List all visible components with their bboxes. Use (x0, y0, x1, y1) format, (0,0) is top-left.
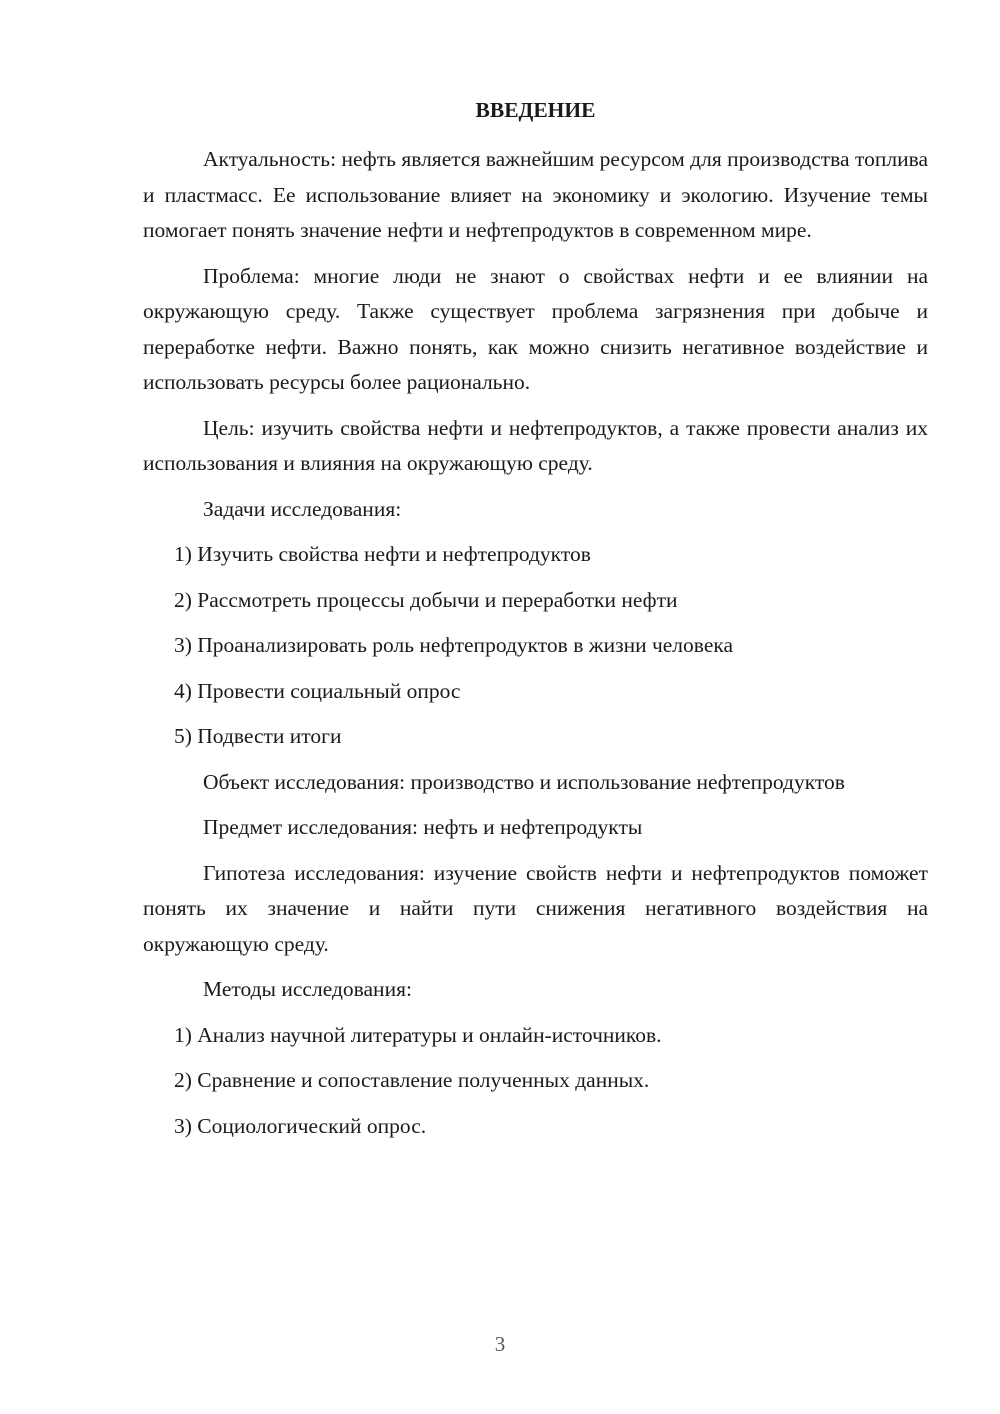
page-title: ВВЕДЕНИЕ (475, 98, 596, 122)
methods-heading: Методы исследования: (203, 977, 412, 1001)
problem-paragraph: Проблема: многие люди не знают о свойствах нефти и ее влиянии на окружающую среду. Также существует проблема загрязнения при добыче и переработке нефти. Важно понять, как можно снизить негативное воздействие и использовать ресурсы более рационально. (143, 263, 928, 394)
object-paragraph: Объект исследования: производство и использование нефтепродуктов (203, 769, 845, 794)
goal-paragraph: Цель: изучить свойства нефти и нефтепродуктов, а также провести анализ их использования и влияния на окружающую среду. (143, 415, 928, 475)
method-item: 2) Сравнение и сопоставление полученных данных. (174, 1068, 650, 1092)
method-item: 3) Социологический опрос. (174, 1113, 427, 1138)
hypothesis-paragraph: Гипотеза исследования: изучение свойств нефти и нефтепродуктов поможет понять их значение и найти пути снижения негативного воздействия на окружающую среду. (143, 860, 928, 956)
page-number: 3 (494, 1332, 506, 1356)
document-page (143, 90, 928, 1154)
task-item: 5) Подвести итоги (174, 724, 342, 748)
tasks-heading: Задачи исследования: (203, 496, 402, 521)
subject-paragraph: Предмет исследования: нефть и нефтепродукты (203, 815, 643, 839)
relevance-paragraph: Актуальность: нефть является важнейшим ресурсом для производства топлива и пластмасс. Ее использование влияет на экономику и экологию. Изучение темы помогает понять значение нефти и нефтепродуктов в современном мире. (143, 147, 928, 242)
task-item: 2) Рассмотреть процессы добычи и переработки нефти (174, 587, 678, 612)
task-item: 1) Изучить свойства нефти и нефтепродуктов (174, 542, 591, 566)
task-item: 4) Провести социальный опрос (174, 678, 461, 703)
method-item: 1) Анализ научной литературы и онлайн-источников. (174, 1022, 662, 1047)
task-item: 3) Проанализировать роль нефтепродуктов в жизни человека (174, 633, 734, 657)
